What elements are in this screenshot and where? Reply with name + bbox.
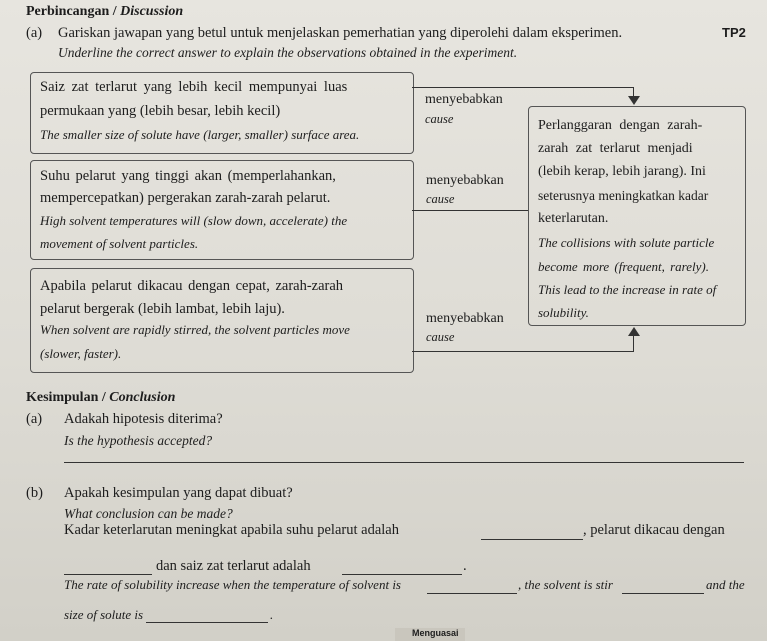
connector-3-en: cause (426, 330, 455, 344)
conclusion-b-label: (b) (26, 485, 43, 501)
box1-line3: The smaller size of solute have (larger, smaller) surface area. (40, 127, 360, 142)
stirring-blank-en[interactable] (622, 593, 704, 594)
answer-en-part4: size of solute is (64, 607, 144, 622)
footer-label: Menguasai (412, 628, 459, 638)
result-line5: keterlarutan. (538, 211, 609, 226)
answer-en-part5: . (270, 607, 274, 622)
question-a-text: Gariskan jawapan yang betul untuk menjelaskan pemerhatian yang diperolehi dalam eksperimen. (58, 25, 623, 41)
conclusion-heading-en: Conclusion (109, 390, 176, 405)
conclusion-a-question: Adakah hipotesis diterima? (64, 411, 223, 427)
box2-line2: mempercepatkan) pergerakan zarah-zarah pelarut. (40, 190, 331, 206)
connector-2-line (412, 210, 528, 211)
conclusion-a-question-en: Is the hypothesis accepted? (64, 433, 213, 448)
footer-tag (395, 628, 465, 641)
answer-ms-part2: , pelarut dikacau dengan (583, 522, 725, 538)
question-a-text-en: Underline the correct answer to explain the observations obtained in the experiment. (58, 45, 518, 60)
result-line4: seterusnya meningkatkan kadar (538, 188, 709, 203)
box2-line4: movement of solvent particles. (40, 236, 199, 251)
discussion-heading (26, 4, 183, 20)
stirring-blank-ms[interactable] (64, 574, 152, 575)
answer-ms-part3: dan saiz zat terlarut adalah (156, 558, 311, 574)
conclusion-heading-ms: Kesimpulan / (26, 390, 106, 405)
result-line1: Perlanggaran dengan zarah- (538, 118, 703, 133)
hypothesis-answer-field[interactable] (64, 462, 744, 463)
temperature-blank-ms[interactable] (481, 539, 583, 540)
result-line7: become more (frequent, rarely). (538, 259, 709, 274)
result-line8: This lead to the increase in rate of (538, 282, 717, 297)
connector-2-ms: menyebabkan (426, 173, 504, 188)
box1-line2: permukaan yang (lebih besar, lebih kecil) (40, 103, 281, 119)
box2-line1: Suhu pelarut yang tinggi akan (memperlahankan, (40, 168, 336, 184)
box3-line4: (slower, faster). (40, 346, 122, 361)
result-line9: solubility. (538, 305, 589, 320)
box1-line1: Saiz zat terlarut yang lebih kecil mempunyai luas (40, 79, 348, 95)
connector-3-line (412, 351, 634, 352)
connector-3-ms: menyebabkan (426, 311, 504, 326)
connector-1-line (412, 87, 634, 88)
conclusion-heading (26, 390, 175, 406)
discussion-heading-en: Discussion (120, 4, 184, 19)
result-line2: zarah zat terlarut menjadi (538, 141, 693, 156)
arrow-up-icon (628, 327, 640, 336)
result-line3: (lebih kerap, lebih jarang). Ini (538, 164, 706, 179)
question-a-label: (a) (26, 25, 43, 41)
box3-line3: When solvent are rapidly stirred, the solvent particles move (40, 322, 350, 337)
temperature-blank-en[interactable] (427, 593, 517, 594)
connector-3-rise (633, 335, 634, 352)
tp-badge: TP2 (722, 25, 746, 40)
solute-size-blank-en[interactable] (146, 622, 268, 623)
box2-line3: High solvent temperatures will (slow down, accelerate) the (40, 213, 348, 228)
answer-en-part1: The rate of solubility increase when the temperature of solvent is (64, 577, 401, 592)
box3-line1: Apabila pelarut dikacau dengan cepat, zarah-zarah (40, 278, 344, 294)
answer-en-part3: and the (706, 577, 745, 592)
connector-2-en: cause (426, 192, 455, 206)
conclusion-b-question: Apakah kesimpulan yang dapat dibuat? (64, 485, 293, 501)
conclusion-a-label: (a) (26, 411, 43, 427)
solute-size-blank-ms[interactable] (342, 574, 462, 575)
answer-ms-part4: . (463, 558, 467, 574)
result-line6: The collisions with solute particle (538, 235, 715, 250)
connector-1-ms: menyebabkan (425, 92, 503, 107)
conclusion-b-question-en: What conclusion can be made? (64, 506, 233, 521)
answer-ms-part1: Kadar keterlarutan meningkat apabila suhu pelarut adalah (64, 522, 399, 538)
arrow-down-icon (628, 96, 640, 105)
answer-en-part2: , the solvent is stir (518, 577, 613, 592)
discussion-heading-ms: Perbincangan / (26, 4, 117, 19)
connector-1-en: cause (425, 112, 454, 126)
box3-line2: pelarut bergerak (lebih lambat, lebih laju). (40, 301, 285, 317)
